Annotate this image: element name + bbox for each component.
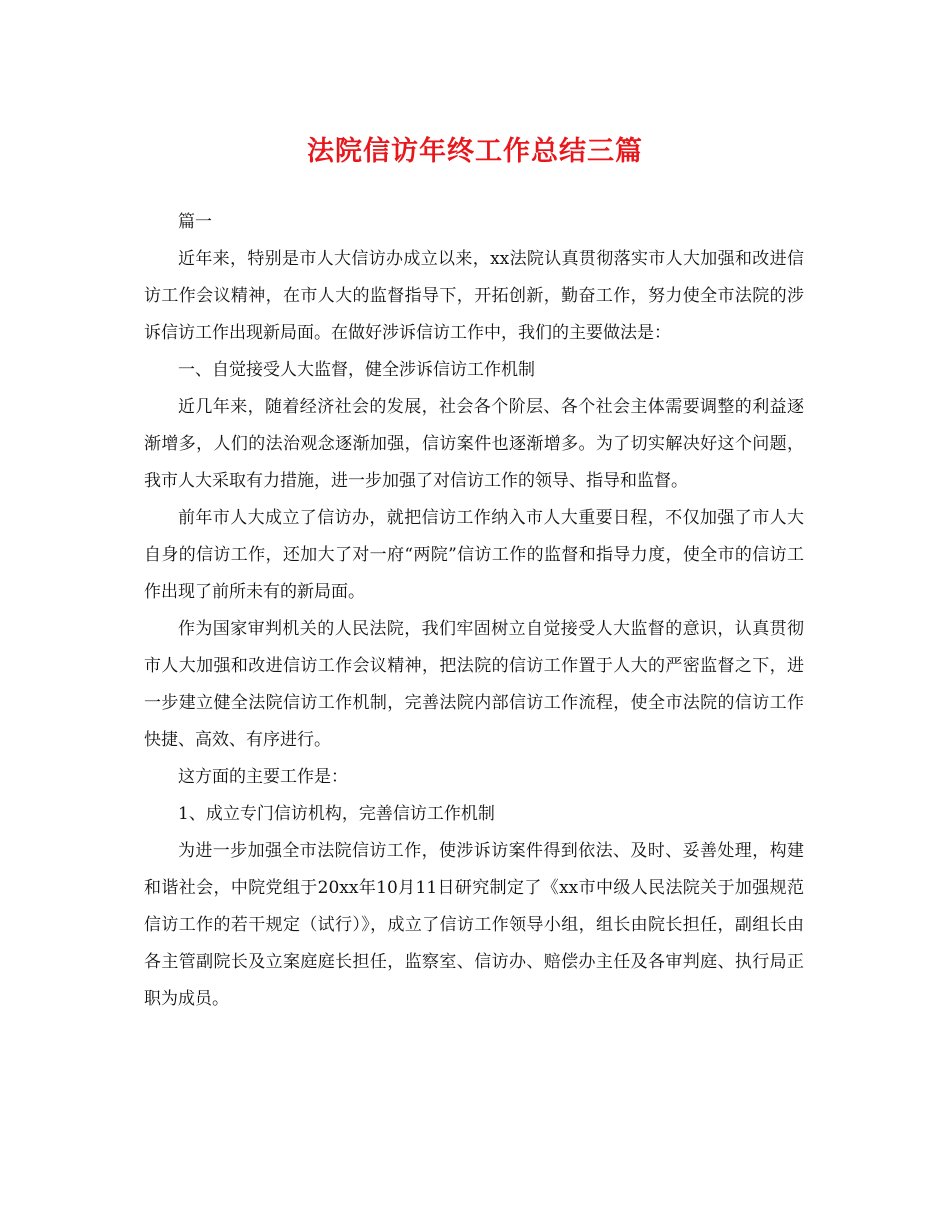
subsection-heading: 1、成立专门信访机构，完善信访工作机制 bbox=[178, 804, 495, 824]
body-paragraph: 作为国家审判机关的人民法院，我们牢固树立自觉接受人大监督的意识，认真贯彻市人大加强和改进信访工作会议精神，把法院的信访工作置于人大的严密监督之下，进一步建立健全法院信访工作机制，完善法院内部信访工作流程，使全市法院的信访工作快捷、高效、有序进行。 bbox=[144, 619, 804, 750]
document-title: 法院信访年终工作总结三篇 bbox=[307, 136, 643, 167]
body-paragraph: 近年来，特别是市人大信访办成立以来，xx法院认真贯彻落实市人大加强和改进信访工作会议精神，在市人大的监督指导下，开拓创新，勤奋工作，努力使全市法院的涉诉信访工作出现新局面。在做好涉诉信访工作中，我们的主要做法是： bbox=[144, 249, 804, 343]
body-paragraph: 为进一步加强全市法院信访工作，使涉诉访案件得到依法、及时、妥善处理，构建和谐社会，中院党组于20xx年10月11日研究制定了《xx市中级人民法院关于加强规范信访工作的若干规定（试行）》，成立了信访工作领导小组，组长由院长担任，副组长由各主管副院长及立案庭庭长担任，监察室、信访办、赔偿办主任及各审判庭、执行局正职为成员。 bbox=[144, 841, 804, 1009]
body-paragraph: 前年市人大成立了信访办，就把信访工作纳入市人大重要日程，不仅加强了市人大自身的信访工作，还加大了对一府“两院”信访工作的监督和指导力度，使全市的信访工作出现了前所未有的新局面。 bbox=[144, 508, 804, 602]
body-paragraph: 这方面的主要工作是： bbox=[178, 767, 348, 787]
section-heading: 一、自觉接受人大监督，健全涉诉信访工作机制 bbox=[178, 360, 535, 380]
document-body bbox=[144, 204, 804, 1018]
body-paragraph: 近几年来，随着经济社会的发展，社会各个阶层、各个社会主体需要调整的利益逐渐增多，人们的法治观念逐渐加强，信访案件也逐渐增多。为了切实解决好这个问题，我市人大采取有力措施，进一步加强了对信访工作的领导、指导和监督。 bbox=[144, 397, 804, 491]
section-label: 篇一 bbox=[178, 212, 212, 232]
